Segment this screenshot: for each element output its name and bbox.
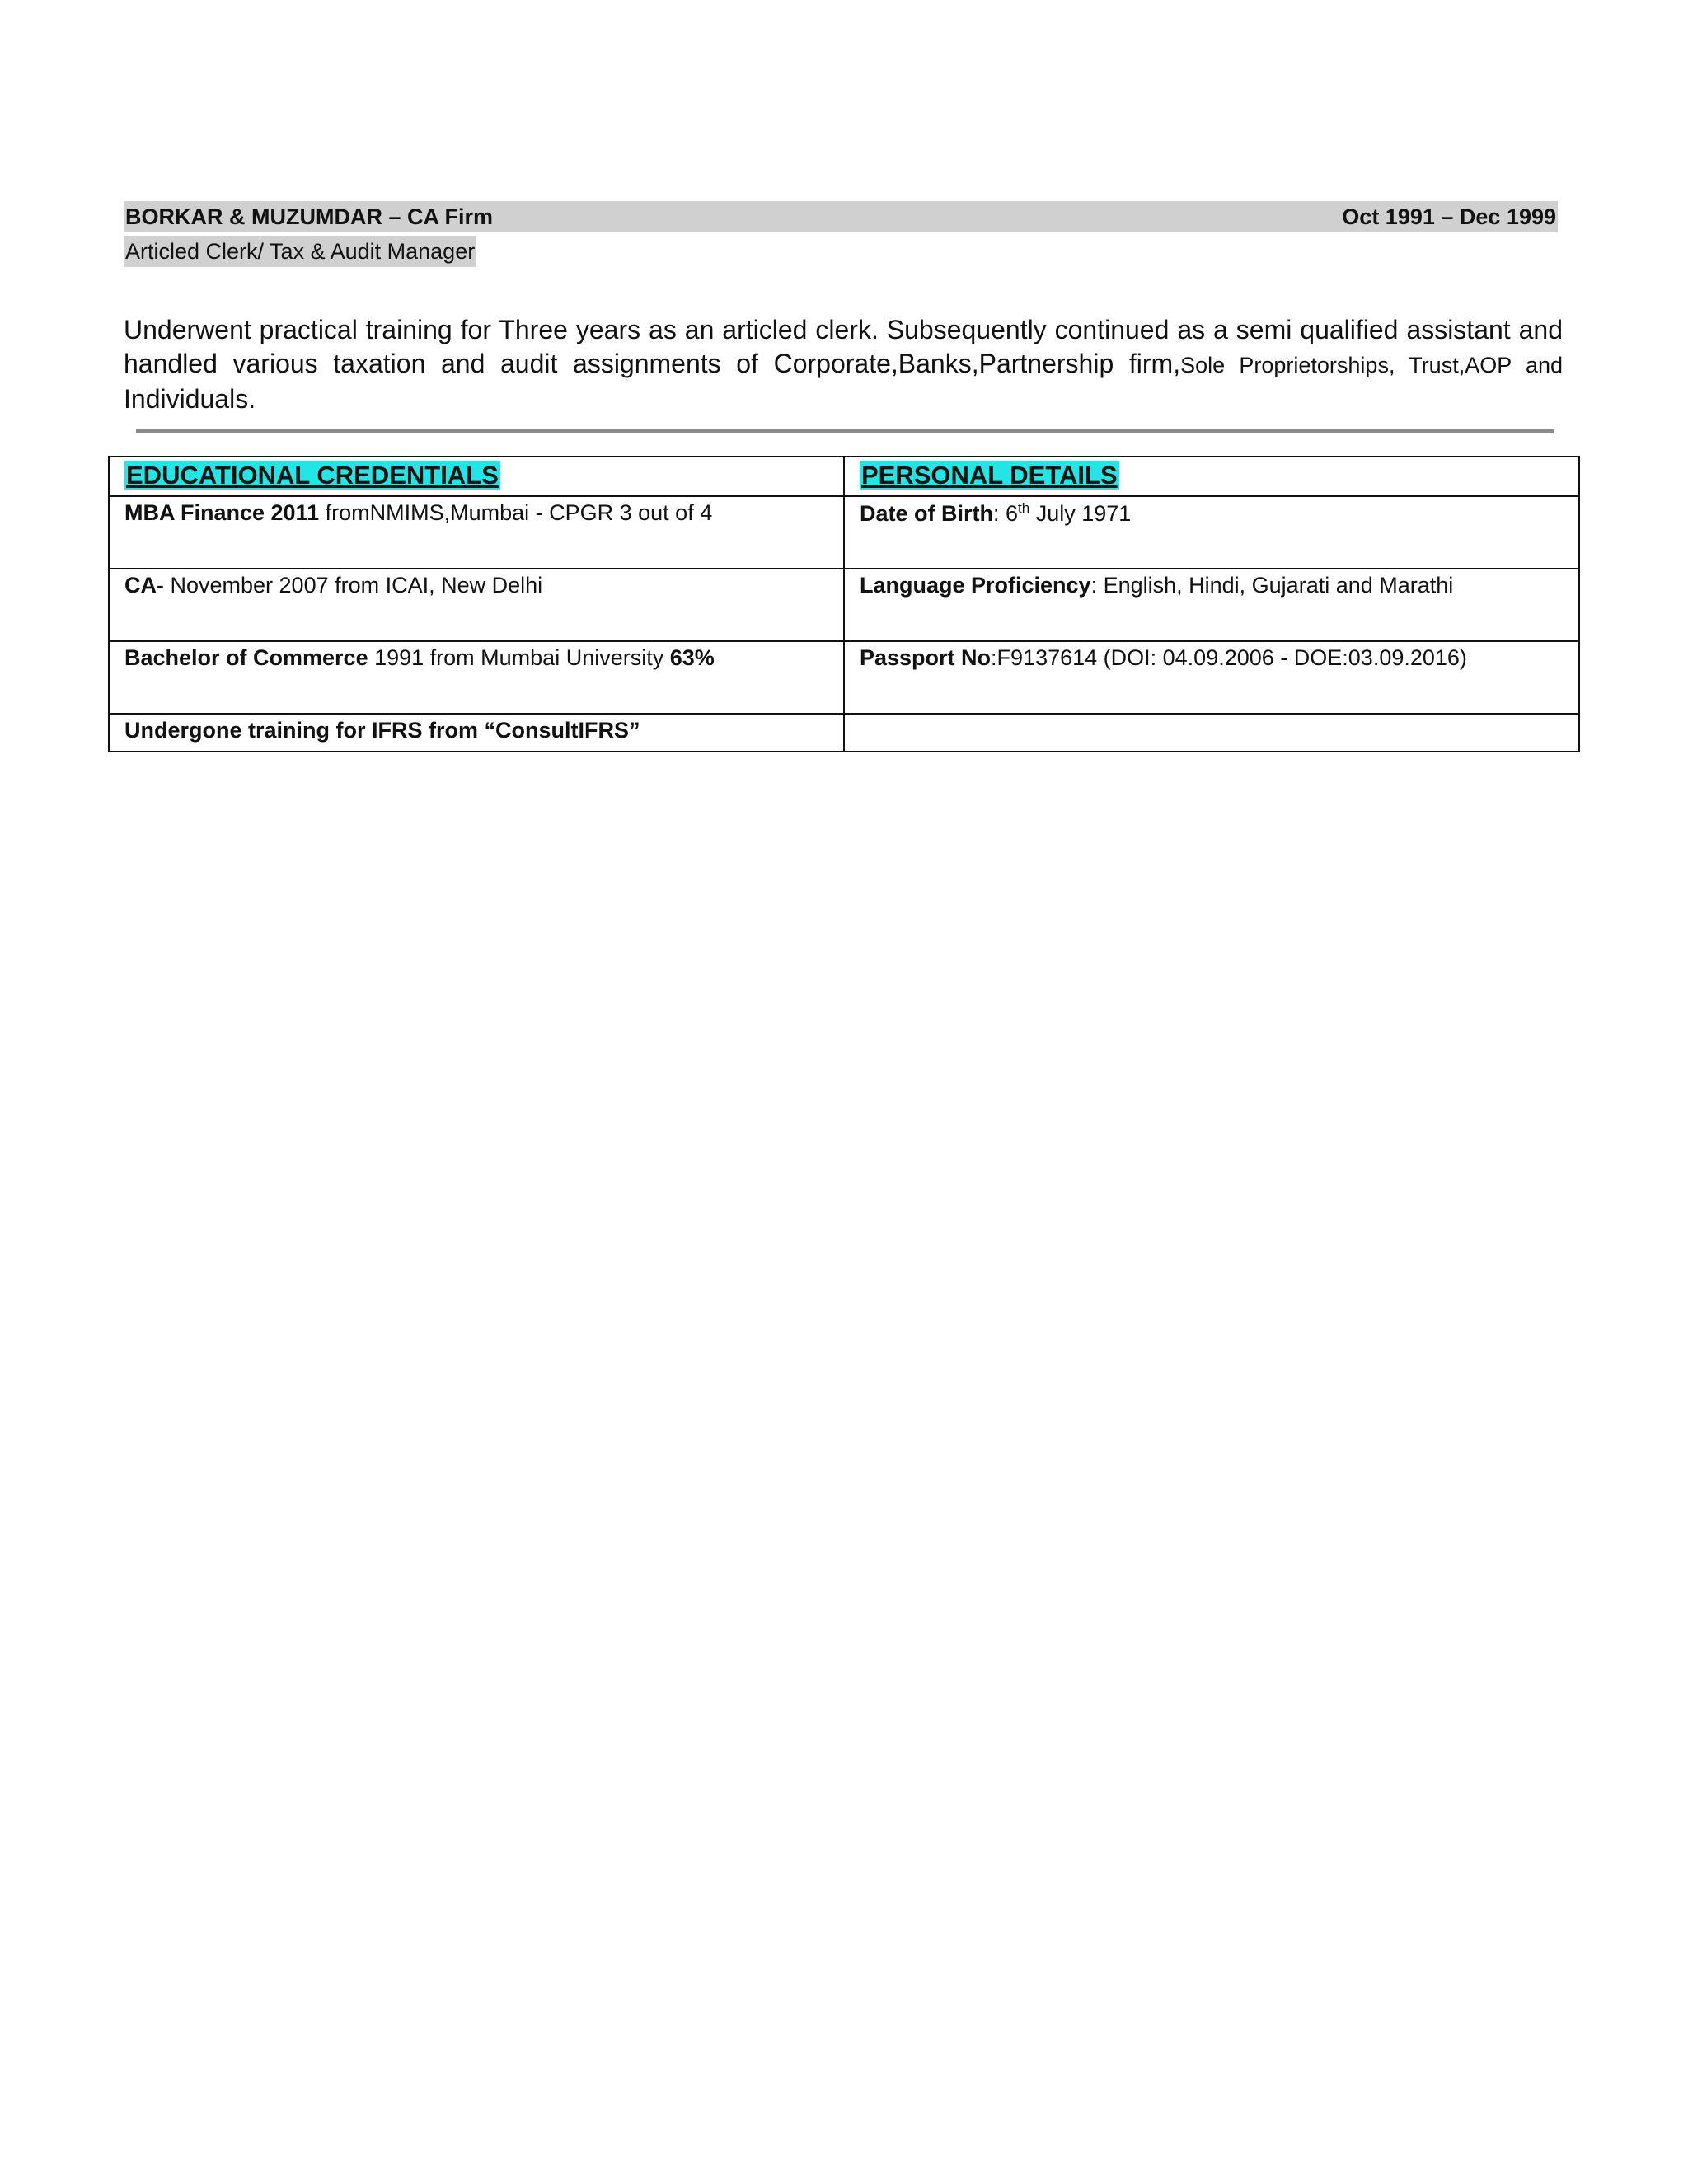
job-description <box>124 313 1563 416</box>
mba-detail: fromNMIMS,Mumbai - CPGR 3 out of 4 <box>319 500 713 525</box>
description-main: Underwent practical training for Three years as an articled clerk. Subsequently continued as a semi qualified assistant and handled various taxation and audit assignments of Corporate,Banks,Partnership firm, <box>124 315 1563 378</box>
dob-suffix: th <box>1018 500 1030 516</box>
personal-heading-cell <box>844 457 1579 496</box>
education-ifrs <box>109 714 844 752</box>
ca-detail: - November 2007 from ICAI, New Delhi <box>157 573 543 598</box>
dob-rest: July 1971 <box>1029 501 1132 526</box>
bcom-score: 63% <box>669 645 715 670</box>
description-tail: Individuals. <box>124 384 256 414</box>
education-bcom <box>109 641 844 714</box>
education-heading-cell <box>109 457 844 496</box>
ifrs-text: Undergone training for IFRS from “ConsultIFRS” <box>124 718 640 743</box>
personal-empty-cell <box>844 714 1579 752</box>
language-value: : English, Hindi, Gujarati and Marathi <box>1090 573 1454 598</box>
personal-passport <box>844 641 1579 714</box>
credentials-table <box>108 456 1580 752</box>
passport-label: Passport No <box>860 645 992 670</box>
bcom-label: Bachelor of Commerce <box>124 645 368 670</box>
personal-language <box>844 569 1579 641</box>
job-header <box>124 201 1558 232</box>
mba-label: MBA Finance 2011 <box>124 500 320 525</box>
job-role: Articled Clerk/ Tax & Audit Manager <box>124 236 476 267</box>
ca-label: CA <box>124 573 157 598</box>
education-mba <box>109 496 844 569</box>
section-divider <box>136 429 1554 433</box>
passport-value: :F9137614 (DOI: 04.09.2006 - DOE:03.09.2016) <box>991 645 1467 670</box>
personal-heading: PERSONAL DETAILS <box>861 461 1118 490</box>
description-small: Sole Proprietorships, Trust,AOP and <box>1180 353 1564 377</box>
company-name: BORKAR & MUZUMDAR – CA Firm <box>125 204 493 229</box>
language-label: Language Proficiency <box>860 573 1091 598</box>
bcom-detail: 1991 from Mumbai University <box>368 645 670 670</box>
personal-dob <box>844 496 1579 569</box>
dob-label: Date of Birth <box>860 501 993 526</box>
education-ca <box>109 569 844 641</box>
education-heading: EDUCATIONAL CREDENTIALS <box>126 461 499 490</box>
dob-day: : 6 <box>993 501 1019 526</box>
job-period: Oct 1991 – Dec 1999 <box>1342 204 1556 229</box>
